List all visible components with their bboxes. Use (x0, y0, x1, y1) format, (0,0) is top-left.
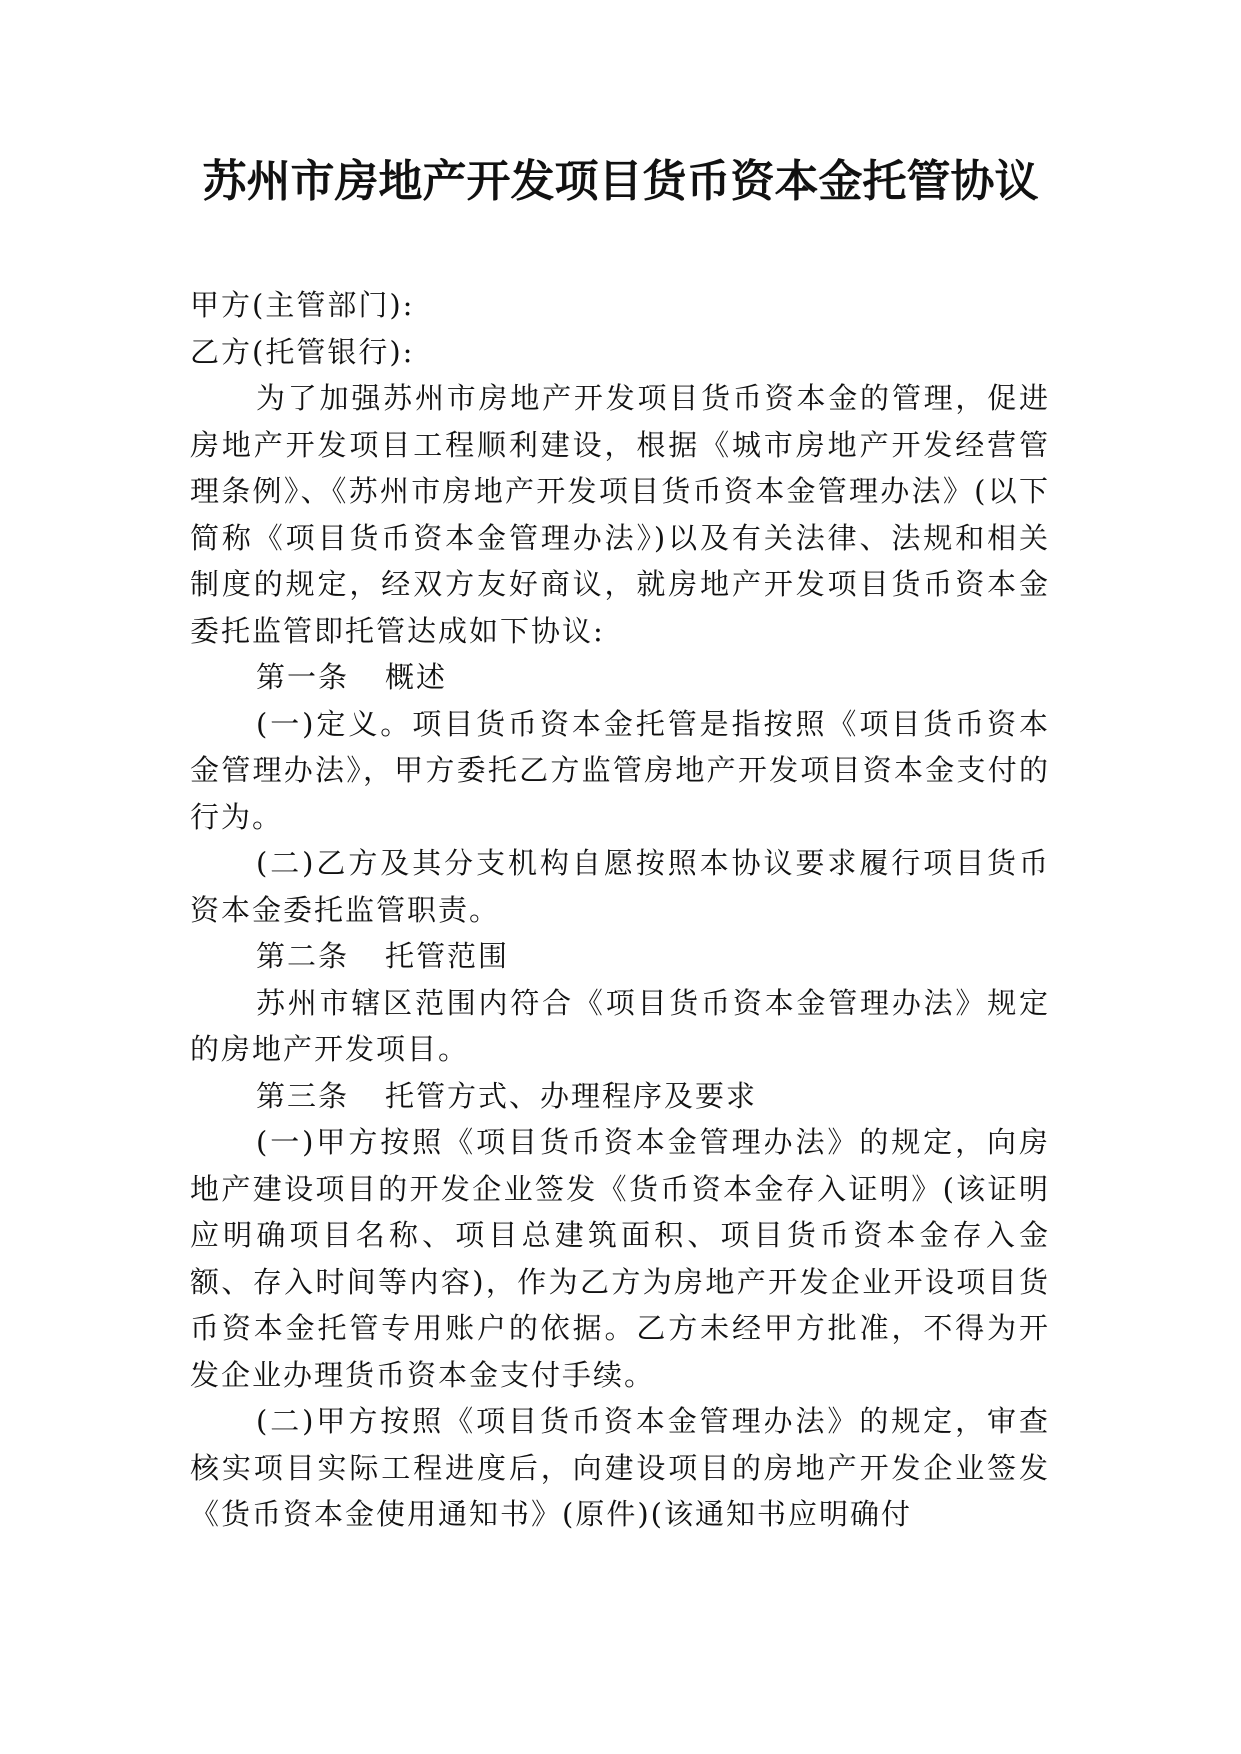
document-title: 苏州市房地产开发项目货币资本金托管协议 (202, 156, 1039, 207)
article-2-heading (190, 933, 1050, 980)
article-3-item-1: (一)甲方按照《项目货币资本金管理办法》的规定，向房地产建设项目的开发企业签发《货币资本金存入证明》(该证明应明确项目名称、项目总建筑面积、项目货币资本金存入金额、存入时间等内容)，作为乙方为房地产开发企业开设项目货币资本金托管专用账户的依据。乙方未经甲方批准，不得为开发企业办理货币资本金支付手续。 (190, 1125, 1050, 1392)
article-1-item-1: (一)定义。项目货币资本金托管是指按照《项目货币资本金管理办法》，甲方委托乙方监管房地产开发项目资本金支付的行为。 (190, 706, 1050, 834)
article-2-name: 托管范围 (385, 939, 510, 973)
article-3-heading (190, 1073, 1050, 1120)
article-3-item-2: (二)甲方按照《项目货币资本金管理办法》的规定，审查核实项目实际工程进度后，向建设项目的房地产开发企业签发《货币资本金使用通知书》(原件)(该通知书应明确付 (190, 1404, 1050, 1531)
article-1-heading (190, 654, 1050, 701)
party-a-line: 甲方(主管部门): (190, 288, 415, 322)
article-1-item-2: (二)乙方及其分支机构自愿按照本协议要求履行项目货币资本金委托监管职责。 (190, 846, 1050, 927)
preamble-paragraph: 为了加强苏州市房地产开发项目货币资本金的管理，促进房地产开发项目工程顺利建设，根据《城市房地产开发经营管理条例》、《苏州市房地产开发项目货币资本金管理办法》(以下简称《项目货币资本金管理办法》)以及有关法律、法规和相关制度的规定，经双方友好商议，就房地产开发项目货币资本金委托监管即托管达成如下协议: (190, 381, 1050, 648)
party-b-line: 乙方(托管银行): (190, 334, 415, 369)
article-2-number: 第二条 (256, 939, 350, 973)
article-2-item-1: 苏州市辖区范围内符合《项目货币资本金管理办法》规定的房地产开发项目。 (190, 985, 1050, 1066)
article-3-number: 第三条 (256, 1078, 350, 1113)
article-1-number: 第一条 (256, 660, 350, 694)
document-body (190, 282, 1050, 1538)
article-1-name: 概述 (385, 660, 448, 694)
article-3-name: 托管方式、办理程序及要求 (385, 1078, 758, 1113)
